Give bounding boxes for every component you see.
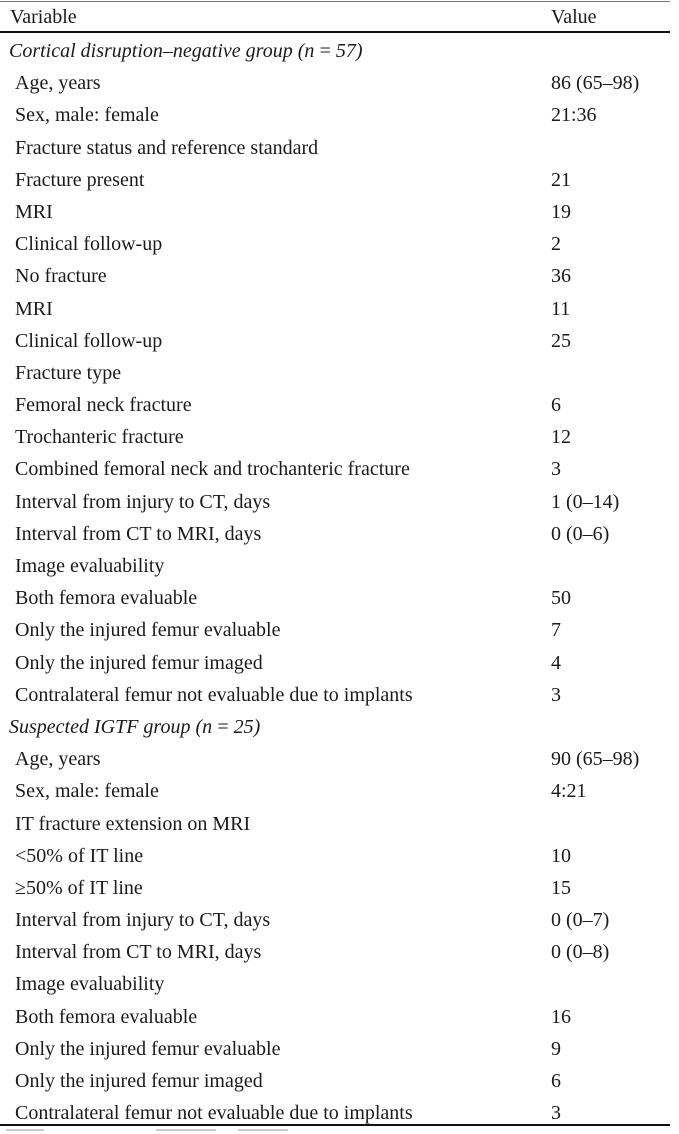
table-body bbox=[0, 35, 670, 1129]
table-row bbox=[0, 325, 670, 357]
row-value: 2 bbox=[551, 233, 561, 256]
row-value: 3 bbox=[551, 683, 561, 706]
row-label: Fracture present bbox=[15, 168, 145, 191]
row-label: Age, years bbox=[15, 72, 101, 95]
table-row bbox=[0, 389, 670, 421]
table-row bbox=[0, 1001, 670, 1033]
table-row bbox=[0, 679, 670, 711]
row-label: MRI bbox=[15, 297, 53, 320]
table-row bbox=[0, 1065, 670, 1097]
table-row bbox=[0, 228, 670, 260]
table-header bbox=[0, 2, 670, 32]
row-label: Image evaluability bbox=[15, 555, 165, 577]
row-label: Interval from injury to CT, days bbox=[15, 909, 271, 932]
row-label: Trochanteric fracture bbox=[15, 426, 184, 449]
table-row bbox=[0, 936, 670, 968]
table-row bbox=[0, 293, 670, 325]
row-label: MRI bbox=[15, 200, 53, 223]
table-row bbox=[0, 840, 670, 872]
table-row bbox=[0, 582, 670, 614]
row-label: Both femora evaluable bbox=[15, 1005, 198, 1028]
table-row bbox=[0, 260, 670, 292]
row-value: 3 bbox=[551, 458, 561, 481]
row-label: Contralateral femur not evaluable due to implants bbox=[15, 1102, 413, 1125]
row-value: 90 (65–98) bbox=[551, 748, 640, 771]
table-row bbox=[0, 196, 670, 228]
header-rule bbox=[0, 31, 670, 33]
row-label: Only the injured femur imaged bbox=[15, 1070, 263, 1092]
row-label: Only the injured femur evaluable bbox=[15, 619, 281, 642]
row-label: Interval from CT to MRI, days bbox=[15, 522, 262, 545]
row-label: Only the injured femur evaluable bbox=[15, 1037, 281, 1060]
group-heading-row bbox=[0, 35, 670, 67]
row-value: 36 bbox=[551, 265, 571, 288]
table-row bbox=[0, 550, 670, 582]
row-label: Sex, male: female bbox=[15, 104, 159, 127]
row-label: No fracture bbox=[15, 265, 107, 288]
row-value: 86 (65–98) bbox=[551, 72, 640, 95]
row-value: 4:21 bbox=[551, 780, 587, 803]
row-label: Interval from injury to CT, days bbox=[15, 490, 271, 513]
table-row bbox=[0, 808, 670, 840]
row-value: 25 bbox=[551, 329, 571, 352]
row-value: 6 bbox=[551, 1070, 561, 1092]
bottom-rule bbox=[0, 1124, 670, 1126]
row-label: Only the injured femur imaged bbox=[15, 651, 263, 674]
table-row bbox=[0, 1033, 670, 1065]
row-label: Age, years bbox=[15, 748, 101, 771]
row-label: Cortical disruption–negative group (n = 57) bbox=[9, 40, 363, 62]
row-value: 7 bbox=[551, 619, 561, 642]
row-value: 12 bbox=[551, 426, 571, 449]
row-value: 0 (0–8) bbox=[551, 941, 610, 964]
table-row bbox=[0, 357, 670, 389]
table-row bbox=[0, 647, 670, 679]
row-label: <50% of IT line bbox=[15, 844, 144, 867]
group-heading-row bbox=[0, 711, 670, 743]
row-value: 4 bbox=[551, 651, 561, 674]
row-label: Femoral neck fracture bbox=[15, 394, 192, 417]
table-row bbox=[0, 164, 670, 196]
row-label: Image evaluability bbox=[15, 973, 165, 996]
row-label: IT fracture extension on MRI bbox=[15, 812, 251, 835]
row-value: 0 (0–6) bbox=[551, 522, 610, 545]
table-row bbox=[0, 453, 670, 485]
row-value: 21 bbox=[551, 168, 571, 191]
row-value: 21:36 bbox=[551, 104, 597, 127]
row-label: Both femora evaluable bbox=[15, 587, 198, 610]
row-value: 11 bbox=[551, 297, 571, 320]
row-value: 0 (0–7) bbox=[551, 909, 610, 932]
row-value: 6 bbox=[551, 394, 561, 417]
table-row bbox=[0, 132, 670, 164]
row-value: 50 bbox=[551, 587, 571, 610]
row-value: 19 bbox=[551, 200, 571, 223]
table-row bbox=[0, 775, 670, 807]
row-label: Interval from CT to MRI, days bbox=[15, 941, 262, 964]
row-label: Suspected IGTF group (n = 25) bbox=[9, 715, 261, 738]
table-row bbox=[0, 968, 670, 1000]
row-value: 15 bbox=[551, 876, 571, 899]
row-value: 1 (0–14) bbox=[551, 490, 620, 513]
cut-off-footnote bbox=[6, 1129, 296, 1132]
row-label: Contralateral femur not evaluable due to implants bbox=[15, 683, 413, 706]
table-row bbox=[0, 421, 670, 453]
row-value: 16 bbox=[551, 1005, 571, 1028]
header-value: Value bbox=[551, 6, 597, 28]
row-label: ≥50% of IT line bbox=[15, 876, 143, 899]
table-row bbox=[0, 67, 670, 99]
header-variable: Variable bbox=[10, 6, 77, 28]
table-row bbox=[0, 99, 670, 131]
table-row bbox=[0, 486, 670, 518]
table-row bbox=[0, 743, 670, 775]
table-row bbox=[0, 872, 670, 904]
row-label: Combined femoral neck and trochanteric fracture bbox=[15, 458, 410, 481]
row-label: Clinical follow-up bbox=[15, 329, 163, 352]
row-label: Fracture type bbox=[15, 361, 122, 384]
table-row bbox=[0, 904, 670, 936]
table-row bbox=[0, 518, 670, 550]
row-value: 9 bbox=[551, 1037, 561, 1060]
row-value: 3 bbox=[551, 1102, 561, 1125]
row-label: Sex, male: female bbox=[15, 780, 159, 803]
table-row bbox=[0, 614, 670, 646]
row-label: Fracture status and reference standard bbox=[15, 136, 319, 159]
row-label: Clinical follow-up bbox=[15, 233, 163, 256]
row-value: 10 bbox=[551, 844, 571, 867]
